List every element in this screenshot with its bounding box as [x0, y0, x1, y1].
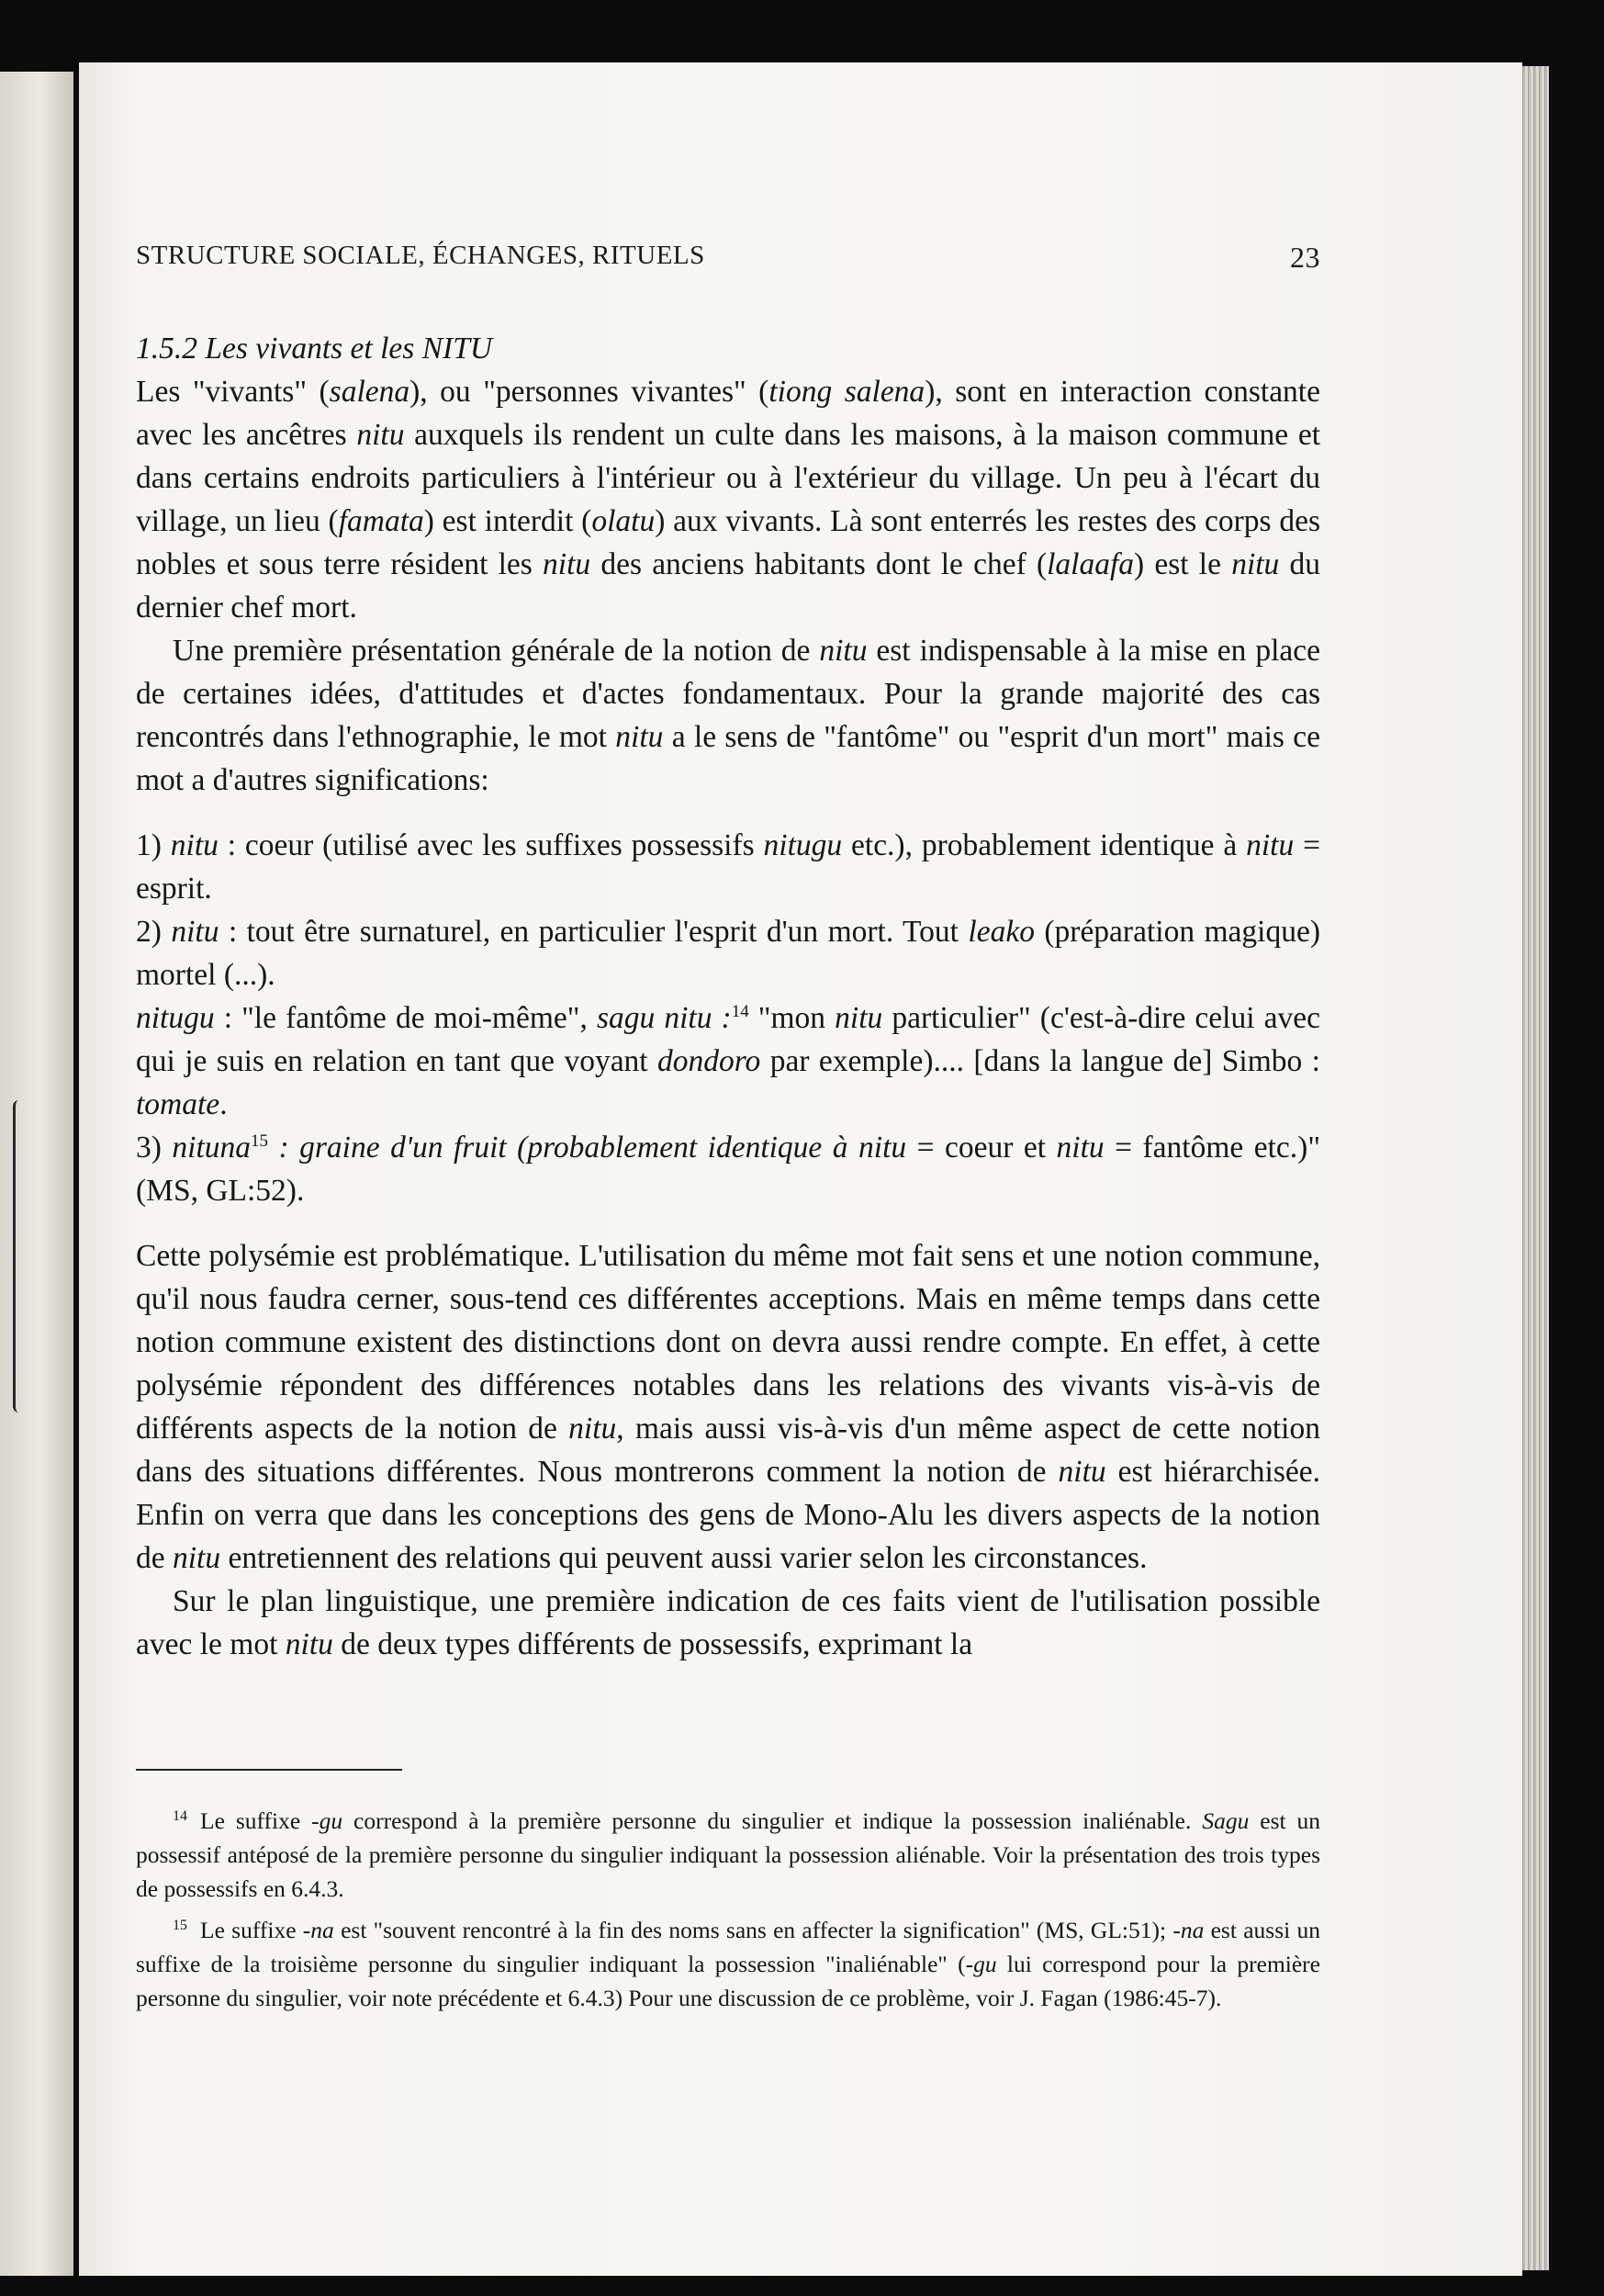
- paragraph-2: Une première présentation générale de la notion de nitu est indispensable à la mise en place de certaines idées, d'attitudes et d'actes fondamentaux. Pour la grande majorité des cas rencontrés dans l'ethnographie, le mot nitu a le sens de "fantôme" ou "esprit d'un mort" mais ce mot a d'autres significations:: [136, 634, 1320, 797]
- paragraph-1: Les "vivants" (salena), ou "personnes vivantes" (tiong salena), sont en interaction constante avec les ancêtres nitu auxquels ils rendent un culte dans les maisons, à la maison commune et dans certains endroits particuliers à l'intérieur ou à l'extérieur du village. Un peu à l'écart du village, un lieu (famata) est interdit (olatu) aux vivants. Là sont enterrés les restes des corps des nobles et sous terre résident les nitu des anciens habitants dont le chef (lalaafa) est le nitu du dernier chef mort.: [136, 375, 1321, 625]
- footnotes: [136, 1804, 1320, 2022]
- page-body: [136, 327, 1320, 1666]
- running-title: STRUCTURE SOCIALE, ÉCHANGES, RITUELS: [136, 241, 705, 270]
- footnote-number-14: 14: [173, 1807, 187, 1824]
- paragraph-4: Sur le plan linguistique, une première indication de ces faits vient de l'utilisation possible avec le mot nitu de deux types différents de possessifs, exprimant la: [136, 1584, 1320, 1661]
- left-facing-page: [0, 72, 73, 2276]
- definition-item-2: 2) nitu : tout être surnaturel, en particulier l'esprit d'un mort. Tout leako (préparation magique) mortel (...).: [136, 915, 1321, 992]
- footnote-14: $^{14}$ Le suffixe -gu correspond à la première personne du singulier et indique la possession inaliénable. Sagu est un possessif antéposé de la première personne du singulier indiquant la possession aliénable. Voir la présentation des trois types de possessifs en 6.4.3.: [136, 1807, 1321, 1902]
- footnote-separator: [136, 1769, 402, 1771]
- definition-item-1: 1) nitu : coeur (utilisé avec les suffixes possessifs nitugu etc.), probablement identique à nitu = esprit.: [136, 828, 1320, 906]
- footnote-number-15: 15: [173, 1917, 187, 1933]
- footnote-15: $^{15}$ Le suffixe -na est "souvent rencontré à la fin des noms sans en affecter la signification" (MS, GL:51); -na est aussi un suffixe de la troisième personne du singulier indiquant la possession "inaliénable" (-gu lui correspond pour la première personne du singulier, voir note précédente et 6.4.3) Pour une discussion de ce problème, voir J. Fagan (1986:45-7).: [136, 1917, 1320, 2011]
- footnote-ref-14[interactable]: 14: [731, 1001, 749, 1021]
- page-number: 23: [1290, 241, 1320, 274]
- definition-nitugu: nitugu : "le fantôme de moi-même", sagu nitu :$^{14}$ "mon nitu particulier" (c'est-à-dire celui avec qui je suis en relation en tant que voyant dondoro par exemple).... [dans la langue de] Simbo : tomate.: [136, 1001, 1320, 1121]
- footnote-ref-15[interactable]: 15: [251, 1131, 269, 1151]
- paragraph-3: Cette polysémie est problématique. L'utilisation du même mot fait sens et une notion commune, qu'il nous faudra cerner, sous-tend ces différentes acceptions. Mais en même temps dans cette notion commune existent des distinctions dont on devra aussi rendre compte. En effet, à cette polysémie répondent des différences notables dans les relations des vivants vis-à-vis de différents aspects de la notion de nitu, mais aussi vis-à-vis d'un même aspect de cette notion dans des situations différentes. Nous montrerons comment la notion de nitu est hiérarchisée. Enfin on verra que dans les conceptions des gens de Mono-Alu les divers aspects de la notion de nitu entretiennent des relations qui peuvent aussi varier selon les circonstances.: [136, 1239, 1320, 1575]
- definition-item-3: 3) nituna$^{15}$ : graine d'un fruit (probablement identique à nitu = coeur et nitu = fantôme etc.)" (MS, GL:52).: [136, 1131, 1321, 1208]
- left-page-mark: [13, 1100, 25, 1412]
- section-heading: 1.5.2 Les vivants et les NITU: [136, 332, 493, 366]
